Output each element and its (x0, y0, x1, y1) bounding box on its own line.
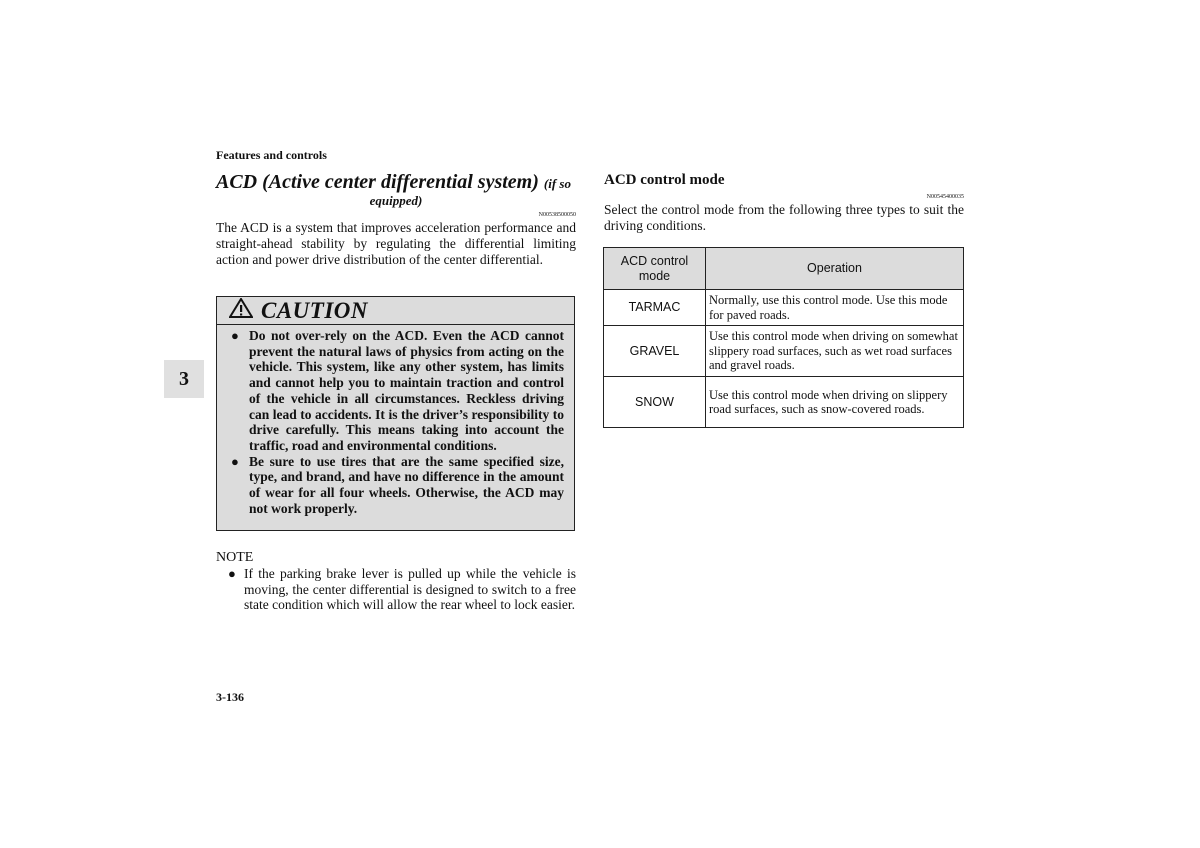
section-title-suffix-cont: equipped) (369, 193, 423, 208)
bullet-icon: ● (231, 453, 239, 469)
mode-cell: TARMAC (604, 290, 706, 326)
table-row (604, 326, 964, 377)
reference-code: N00545400035 (926, 194, 964, 200)
mode-table (603, 247, 964, 428)
mode-cell: GRAVEL (604, 326, 706, 377)
column-header-operation: Operation (706, 248, 964, 290)
note-item-text: If the parking brake lever is pulled up while the vehicle is moving, the center differential is designed to switch to a free state condition which will allow the rear wheel to lock easier. (244, 566, 576, 613)
caution-item-text: Be sure to use tires that are the same specified size, type, and brand, and have no difference in the amount of wear for all four wheels. Otherwise, the ACD may not work properly. (249, 453, 564, 516)
operation-cell: Normally, use this control mode. Use this mode for paved roads. (706, 290, 964, 326)
caution-item-text: Do not over-rely on the ACD. Even the ACD cannot prevent the natural laws of physics from acting on the vehicle. This system, like any other system, has limits and cannot help you to maintain traction and control of the vehicle in all circumstances. Reckless driving can lead to accidents. It is the driver’s responsibility to drive carefully. This means taking into account the traffic, road and environmental conditions. (249, 328, 564, 453)
caution-item (231, 454, 564, 517)
bullet-icon: ● (231, 328, 239, 343)
caution-list (231, 328, 564, 516)
mode-cell: SNOW (604, 377, 706, 428)
table-row (604, 290, 964, 326)
warning-triangle-icon (229, 298, 253, 323)
table-row (604, 377, 964, 428)
caution-title: CAUTION (261, 297, 369, 323)
reference-code: N00538500050 (538, 212, 576, 218)
note-item (228, 566, 576, 613)
section-title-text: ACD (Active center differential system) (216, 171, 539, 193)
operation-cell: Use this control mode when driving on slippery road surfaces, such as snow-covered roads. (706, 377, 964, 428)
subsection-intro: Select the control mode from the following three types to suit the driving conditions. (604, 202, 964, 233)
bullet-icon: ● (228, 566, 236, 581)
section-title-suffix: (if so (543, 176, 571, 191)
note-list (228, 566, 576, 613)
intro-paragraph: The ACD is a system that improves acceleration performance and straight-ahead stability by regulating the differential limiting action and power drive distribution of the center differential. (216, 220, 576, 267)
caution-header (217, 297, 574, 325)
note-label: NOTE (216, 550, 254, 565)
column-header-mode: ACD control mode (604, 248, 706, 290)
table-header-row (604, 248, 964, 290)
page-number: 3-136 (216, 690, 244, 704)
caution-box (216, 296, 575, 531)
section-header: Features and controls (216, 148, 327, 162)
chapter-tab: 3 (164, 360, 204, 398)
operation-cell: Use this control mode when driving on somewhat slippery road surfaces, such as wet road surfaces and gravel roads. (706, 326, 964, 377)
caution-item (231, 328, 564, 454)
subsection-heading: ACD control mode (604, 172, 725, 188)
